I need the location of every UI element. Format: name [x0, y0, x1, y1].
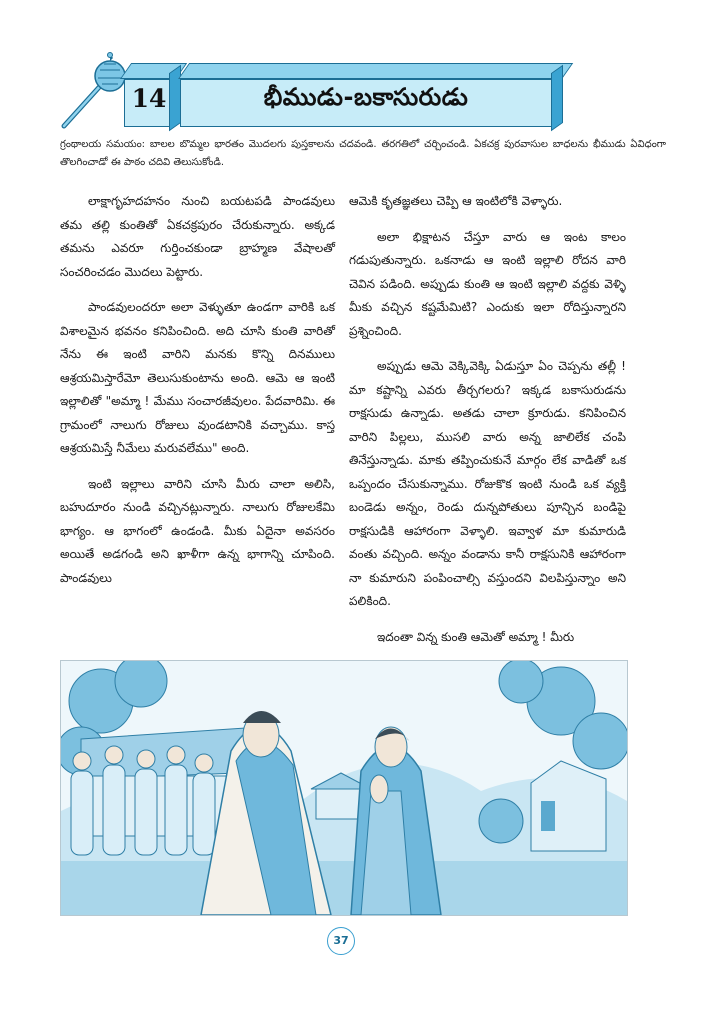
paragraph: పాండవులందరూ అలా వెళ్ళుతూ ఉండగా వారికి ఒక విశాలమైన భవనం కనిపించింది. అది చూసి కుంతి వారితో నేను ఈ ఇంటి వారిని మనకు కొన్ని దినములు ఆశ్రయమిస్తారేమో తెలుసుకుంటాను అంది. ఆమె ఆ ఇంటి ఇల్లాలితో "అమ్మా ! మేము సంచారజీవులం. పేదవారిమి. ఈ గ్రామంలో నాలుగు రోజులు వుండటానికి వచ్చాము. కాస్త ఆశ్రయమిస్తే నీమేలు మరువలేము" అంది.	[60, 300, 335, 455]
paragraph: అలా భిక్షాటన చేస్తూ వారు ఆ ఇంట కాలం గడుపుతున్నారు. ఒకనాడు ఆ ఇంటి ఇల్లాలి రోదన వారి చెవిన పడింది. అప్పుడు కుంతి ఆ ఇంటి ఇల్లాలి వద్దకు వెళ్ళి మీకు వచ్చిన కష్టమేమిటి? ఎందుకు ఇలా రోదిస్తున్నారని ప్రశ్నించింది.	[349, 229, 626, 338]
illustration-scene	[61, 661, 627, 915]
paragraph: లాక్షాగృహదహనం నుంచి బయటపడి పాండవులు తమ తల్లి కుంతితో ఏకచక్రపురం చేరుకున్నారు. అక్కడ తమను ఎవరూ గుర్తించకుండా బ్రాహ్మణ వేషాలతో సంచరించడం మొదలు పెట్టారు.	[60, 194, 335, 279]
intro-text: గ్రంథాలయ సమయం: బాలల బొమ్మల భారతం మొదలగు పుస్తకాలను చదవండి. తరగతిలో చర్చించండి. ఏకచక్ర పురవాసుల బాధలను భీముడు ఏవిధంగా తొలగించాడో ఈ పాఠం చదివి తెలుసుకోండి.	[60, 139, 666, 168]
lesson-number: 14	[131, 84, 167, 113]
paragraph: ఆమెకి కృతజ్ఞతలు చెప్పి ఆ ఇంటిలోకి వెళ్ళారు.	[349, 194, 563, 208]
paragraph: ఇంటి ఇల్లాలు వారిని చూసి మీరు చాలా అలిసి, బహుదూరం నుండి వచ్చినట్లున్నారు. నాలుగు రోజులకేమి భాగ్యం. ఆ భాగంలో ఉండండి. మీకు ఏదైనా అవసరం అయితే అడగండి అని ఖాళీగా ఉన్న భాగాన్ని చూపింది. పాండవులు	[60, 476, 335, 585]
page-number: 37	[327, 927, 355, 955]
lesson-title: భీముడు-బకాసురుడు	[263, 83, 469, 111]
story-illustration	[60, 660, 628, 916]
paragraph: ఇదంతా విన్న కుంతి ఆమెతో అమ్మా ! మీరు	[377, 629, 575, 644]
left-column	[60, 190, 335, 602]
paragraph: అప్పుడు ఆమె వెక్కివెక్కి ఏడుస్తూ ఏం చెప్పను తల్లీ ! మా కష్టాన్ని ఎవరు తీర్చగలరు? ఇక్కడ బకాసురుడను రాక్షసుడు ఉన్నాడు. అతడు చాలా క్రూరుడు. కనిపించిన వారిని పిల్లలు, ముసలి వారు అన్న జాలిలేక చంపి తినేస్తున్నాడు. మాకు తప్పించుకునే మార్గం లేక వాడితో ఒక ఒప్పందం చేసుకున్నాము. రోజుకొక ఇంటి నుండి ఒక వ్యక్తి బండెడు అన్నం, రెండు దున్నపోతులు పూన్చిన బండిపై రాక్షసుడికి ఆహారంగా వెళ్ళాలి. ఇవ్వాళ మా కుమారుడి వంతు వచ్చింది. అన్నం వండాను కానీ రాక్షసునికి ఆహారంగా నా కుమారుని పంపించాల్సి వస్తుందని విలపిస్తున్నాం అని పలికింది.	[349, 359, 626, 608]
right-column	[349, 190, 626, 661]
